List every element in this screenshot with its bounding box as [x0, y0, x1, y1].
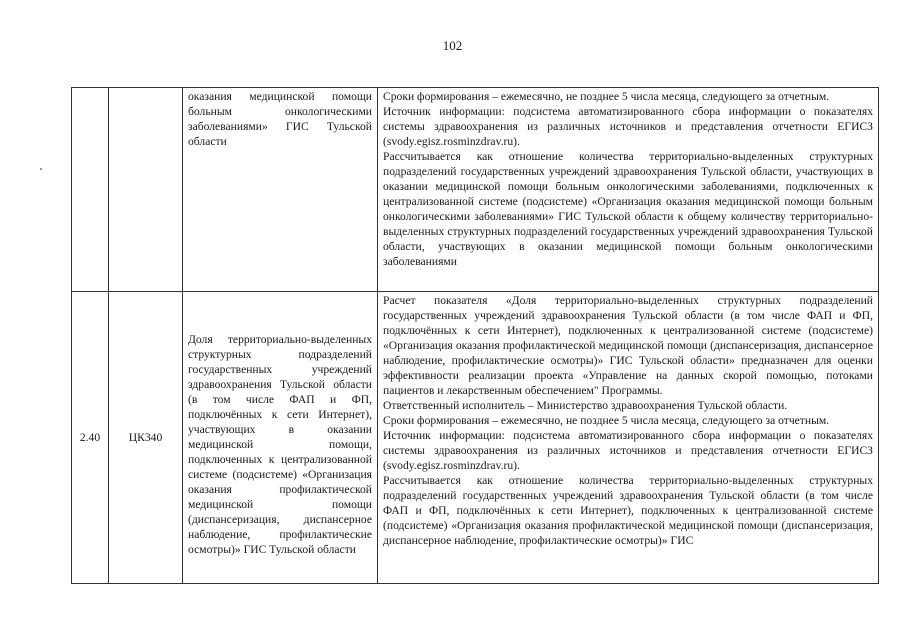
description-paragraph: Ответственный исполнитель – Министерство здравоохранения Тульской области.: [383, 399, 788, 412]
scan-artifact: [40, 168, 42, 170]
page-number: 102: [442, 38, 463, 53]
description-paragraph: Сроки формирования – ежемесячно, не позднее 5 числа месяца, следующего за отчетным.: [383, 90, 830, 103]
indicator-description: [378, 88, 879, 292]
description-paragraph: Источник информации: подсистема автоматизированного сбора информации о показателях системы здравоохранения из различных источников и представления отчетности ЕГИСЗ (svody.egisz.rosminzdrav.ru).: [383, 429, 873, 472]
indicator-name: оказания медицинской помощи больным онкологическими заболеваниями» ГИС Тульской области: [183, 88, 378, 292]
description-paragraph: Источник информации: подсистема автоматизированного сбора информации о показателях системы здравоохранения из различных источников и представления отчетности ЕГИСЗ (svody.egisz.rosminzdrav.ru).: [383, 105, 873, 148]
description-paragraph: Сроки формирования – ежемесячно, не позднее 5 числа месяца, следующего за отчетным.: [383, 414, 830, 427]
description-paragraph: Расчет показателя «Доля территориально-выделенных структурных подразделений государственных учреждений здравоохранения Тульской области (в том числе ФАП и ФП, подключённых к сети Интернет), подключенных к централизованной системе (подсистеме) «Организация оказания профилактической медицинской помощи (диспансеризация, диспансерное наблюдение, профилактические осмотры)» ГИС Тульской области» предназначен для оценки эффективности реализации проекта «Управление на данных скорой помощью, потоками пациентов и лекарственным обеспечением" Программы.: [383, 294, 873, 397]
indicator-description: [378, 292, 879, 584]
description-paragraph: Рассчитывается как отношение количества территориально-выделенных структурных подразделений государственных учреждений здравоохранения Тульской области, участвующих в оказании медицинской помощи больным онкологическими заболеваниями, подключенных к централизованной системе (подсистеме) «Организация оказания медицинской помощи больным онкологическими заболеваниями» ГИС Тульской области к общему количеству территориально-выделенных структурных подразделений государственных учреждений здравоохранения Тульской области, участвующих в оказании медицинской помощи больным онкологическими заболеваниями: [383, 150, 873, 268]
description-paragraph: Рассчитывается как отношение количества территориально-выделенных структурных подразделений государственных учреждений здравоохранения Тульской области (в том числе ФАП и ФП, подключённых к сети Интернет), подключенных к централизованной системе (подсистеме) «Организация оказания профилактической медицинской помощи (диспансеризация, диспансерное наблюдение, профилактические осмотры)» ГИС: [383, 474, 873, 547]
row-number: 2.40: [72, 292, 109, 584]
indicator-code: [109, 88, 183, 292]
indicator-name: Доля территориально-выделенных структурных подразделений государственных учреждений здравоохранения Тульской области (в том числе ФАП и ФП, подключённых к сети Интернет), участвующих в оказании медицинской помощи, подключенных к централизованной системе (подсистеме) «Организация оказания профилактической медицинской помощи (диспансеризация, диспансерное наблюдение, профилактические осмотры)» ГИС Тульской области: [183, 292, 378, 584]
table-row: [72, 292, 879, 584]
table-row: [72, 88, 879, 292]
indicator-code: ЦК340: [109, 292, 183, 584]
row-number: [72, 88, 109, 292]
indicator-table: [71, 87, 879, 584]
